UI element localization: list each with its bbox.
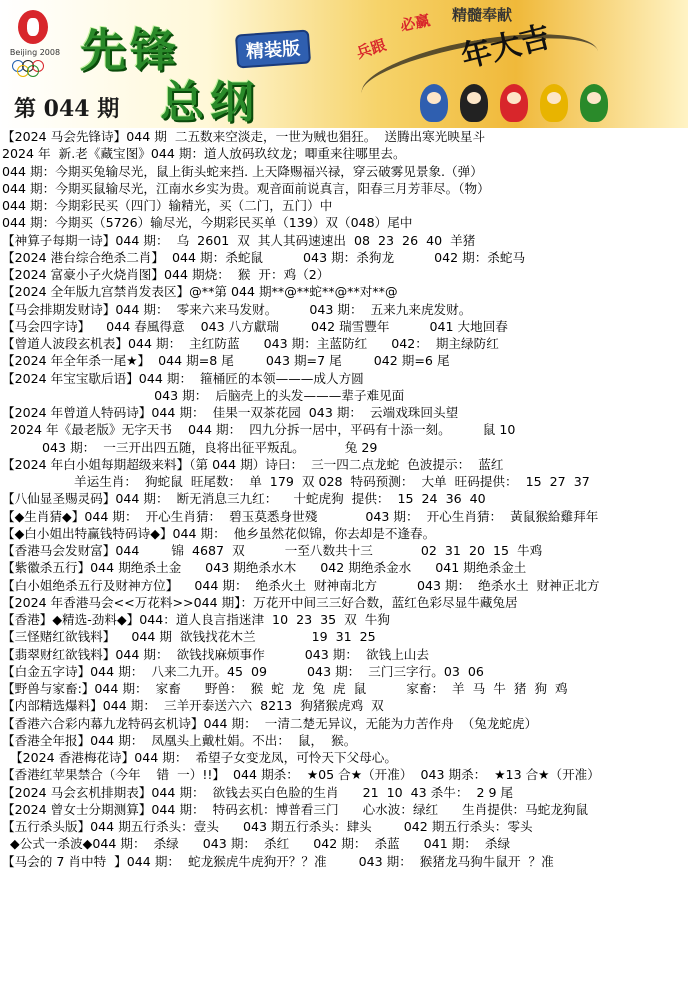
text-line: 【三怪赌红欲钱料】 044 期 欲钱找花木兰 19 31 25 <box>2 629 376 645</box>
fuwa-mascots <box>420 84 680 124</box>
text-line: 【马会的 7 肖中特 】044 期： 蛇龙猴虎牛虎狗开？？准 043 期： 猴猪龙马狗牛鼠开 ？准 <box>2 853 554 869</box>
text-line: 【香港全年报】044 期： 凤凰头上戴杜娟。不出： 鼠， 猴。 <box>2 732 357 748</box>
mascot-green-icon <box>580 84 608 122</box>
mascot-blue-icon <box>420 84 448 122</box>
mascot-yellow-icon <box>540 84 568 122</box>
mascot-red-icon <box>500 84 528 122</box>
text-line: 【◆白小姐出特赢钱特码诗◆】044 期： 他乡虽然花似锦，你去却是不逢春。 <box>2 525 436 541</box>
text-line: ◆公式一杀波◆044 期： 杀绿 043 期： 杀红 042 期： 杀蓝 041 期： 杀绿 <box>2 836 511 852</box>
text-line: 【2024 年香港马会<<万花料>>044 期】：万花开中间三三好合数，蓝红色彩尽显牛藏兔居 <box>2 594 518 610</box>
slogan-good-year: 年大吉 <box>457 19 554 76</box>
text-line: 【白小姐绝杀五行及财神方位】 044 期： 绝杀火土 财神南北方 043 期： 绝杀水土 财神正北方 <box>2 577 600 593</box>
slogan-must-win: 必赢 <box>398 11 432 35</box>
text-line: 【2024 香港梅花诗】044 期： 希望子女变龙凤，可怜天下父母心。 <box>2 750 397 765</box>
title-line-2: 总纲 <box>160 77 260 128</box>
text-line: 044 期：今期彩民买（四门）输精光，买（二门，五门）中 <box>2 198 333 213</box>
title-line-1: 先锋 <box>80 23 180 77</box>
text-line: 044 期：今期买鼠输尽光，江南水乡实为贵。观音面前说真言，阳春三月芳菲尽。（物） <box>2 180 490 196</box>
slogan-essence: 精髓奉献 <box>452 6 513 24</box>
edition-badge: 精装版 <box>235 29 311 68</box>
text-line: 【野兽与家畜:】044 期： 家畜 野兽： 猴 蛇 龙 兔 虎 鼠 家畜： 羊 马 牛 猪 狗 鸡 <box>2 681 568 696</box>
text-line: 【内部精选爆料】044 期： 三羊开泰送六六 8213 狗猪猴虎鸡 双 <box>2 698 384 714</box>
text-line: 【2024 全年版九宫禁肖发表区】@**第 044 期**@**蛇**@**对**@ <box>2 284 398 300</box>
text-line: 【曾道人波段玄机表】044 期： 主红防蓝 043 期：主蓝防红 042： 期主绿防红 <box>2 336 499 351</box>
text-line: 【神算子每期一诗】044 期： 乌 2601 双 其人其码速速出 08 23 26 40 羊猪 <box>2 232 476 248</box>
text-line: 043 期： 一三开出四五随，良将出征平叛乱。 兔 29 <box>2 439 378 455</box>
text-line: 【2024 年白小姐每期超级来料】（第 044 期）诗曰： 三一四二点龙蛇 色波提示： 蓝红 <box>2 456 504 472</box>
text-line: 043 期： 后脑壳上的头发———辈子难见面 <box>2 387 405 403</box>
text-line: 【2024 年全年杀一尾★】 044 期=8 尾 043 期=7 尾 042 期=6 尾 <box>2 353 450 369</box>
text-line: 2024 年《最老版》无字天书 044 期： 四九分拆一居中，平码有十添一刻。 鼠 10 <box>2 422 516 438</box>
text-line: 【马会四字诗】 044 春風得意 043 八方獻瑞 042 瑞雪豐年 041 大地回春 <box>2 318 508 334</box>
text-line: 【紫徽杀五行】044 期绝杀土金 043 期绝杀水木 042 期绝杀金水 041 期绝杀金土 <box>2 560 527 576</box>
text-line: 【2024 富豪小子火烧肖图】044 期烧： 猴 开：鸡（2） <box>2 267 330 282</box>
text-line: 【白金五字诗】044 期： 八来二九开。45 09 043 期： 三门三字行。03 06 <box>2 663 484 679</box>
olympic-emblem-icon <box>18 10 48 44</box>
text-line: 【香港红苹果禁合（今年 错 一）!!】 044 期杀： ★05 合★（开准） 043 期杀： ★13 合★（开准） <box>2 767 600 783</box>
text-line: 【五行杀头版】044 期五行杀头：壹头 043 期五行杀头：肆头 042 期五行杀头：零头 <box>2 819 533 834</box>
text-line: 【2024 曾女士分期测算】044 期： 特码玄机：博普看三门 心水波：绿红 生肖提供：马蛇龙狗鼠 <box>2 801 589 817</box>
mascot-black-icon <box>460 84 488 122</box>
text-line: 【2024 马会玄机排期表】044 期： 欲钱去买白色脸的生肖 21 10 43 杀牛： 2 9 尾 <box>2 784 514 800</box>
text-line: 【香港马会发财富】044 锦 4687 双 一至八数共十三 02 31 20 15 牛鸡 <box>2 543 543 558</box>
forecast-text-body <box>0 128 688 870</box>
text-line: 【八仙显圣赐灵码】044 期： 断无消息三九红： 十蛇虎狗 提供： 15 24 36 40 <box>2 491 486 507</box>
logo-caption: Beijing 2008 <box>9 48 61 57</box>
header-banner <box>0 0 688 128</box>
text-line: 【香港六合彩内幕九龙特码玄机诗】044 期： 一清二楚无异议，无能为力苦作舟 （兔龙蛇虎） <box>2 715 538 731</box>
olympic-rings-icon <box>12 60 62 74</box>
text-line: 【2024 港台综合绝杀二肖】 044 期：杀蛇鼠 043 期：杀狗龙 042 期：杀蛇马 <box>2 249 526 265</box>
text-line: 【翡翠财红欲钱料】044 期： 欲钱找麻烦事作 043 期： 欲钱上山去 <box>2 646 429 662</box>
text-line: 044 期：今期买兔输尽光，鼠上街头蛇来挡. 上天降赐福兴禄，穿云破雾见景象.（弹） <box>2 163 483 179</box>
slogan-follow: 兵跟 <box>354 35 389 63</box>
text-line: 【香港】◆精选-劲料◆】044：道人良言指迷津 10 23 35 双 牛狗 <box>2 612 390 627</box>
text-line: 【2024 年宝宝歇后语】044 期： 箍桶匠的本领———成人方圆 <box>2 370 364 386</box>
issue-number: 第 044 期 <box>14 96 120 122</box>
text-line: 【◆生肖猜◆】044 期： 开心生肖猜： 碧玉莫悉身世殘 043 期： 开心生肖猜： 黃鼠猴給雞拜年 <box>2 508 599 524</box>
text-line: 羊运生肖： 狗蛇鼠 旺尾数： 单 179 双 028 特码预测： 大单 旺码提供： 15 27 37 <box>2 474 590 489</box>
text-line: 044 期：今期买（5726）输尽光，今期彩民买单（139）双（048）尾中 <box>2 215 413 231</box>
text-line: 【2024 马会先锋诗】044 期 二五数来空淡走，一世为贼也猖狂。 送腾出寒光映星斗 <box>2 129 486 144</box>
text-line: 【马会排期发财诗】044 期： 零来六来马发财。 043 期： 五来九来虎发财。 <box>2 301 472 317</box>
text-line: 2024 年 新.老《藏宝图》044 期：道人放码玖纹龙；唧重来往哪里去。 <box>2 146 406 162</box>
beijing-olympics-logo <box>6 6 64 76</box>
text-line: 【2024 年曾道人特码诗】044 期： 佳果一双茶花园 043 期： 云端戏珠回头望 <box>2 405 459 420</box>
